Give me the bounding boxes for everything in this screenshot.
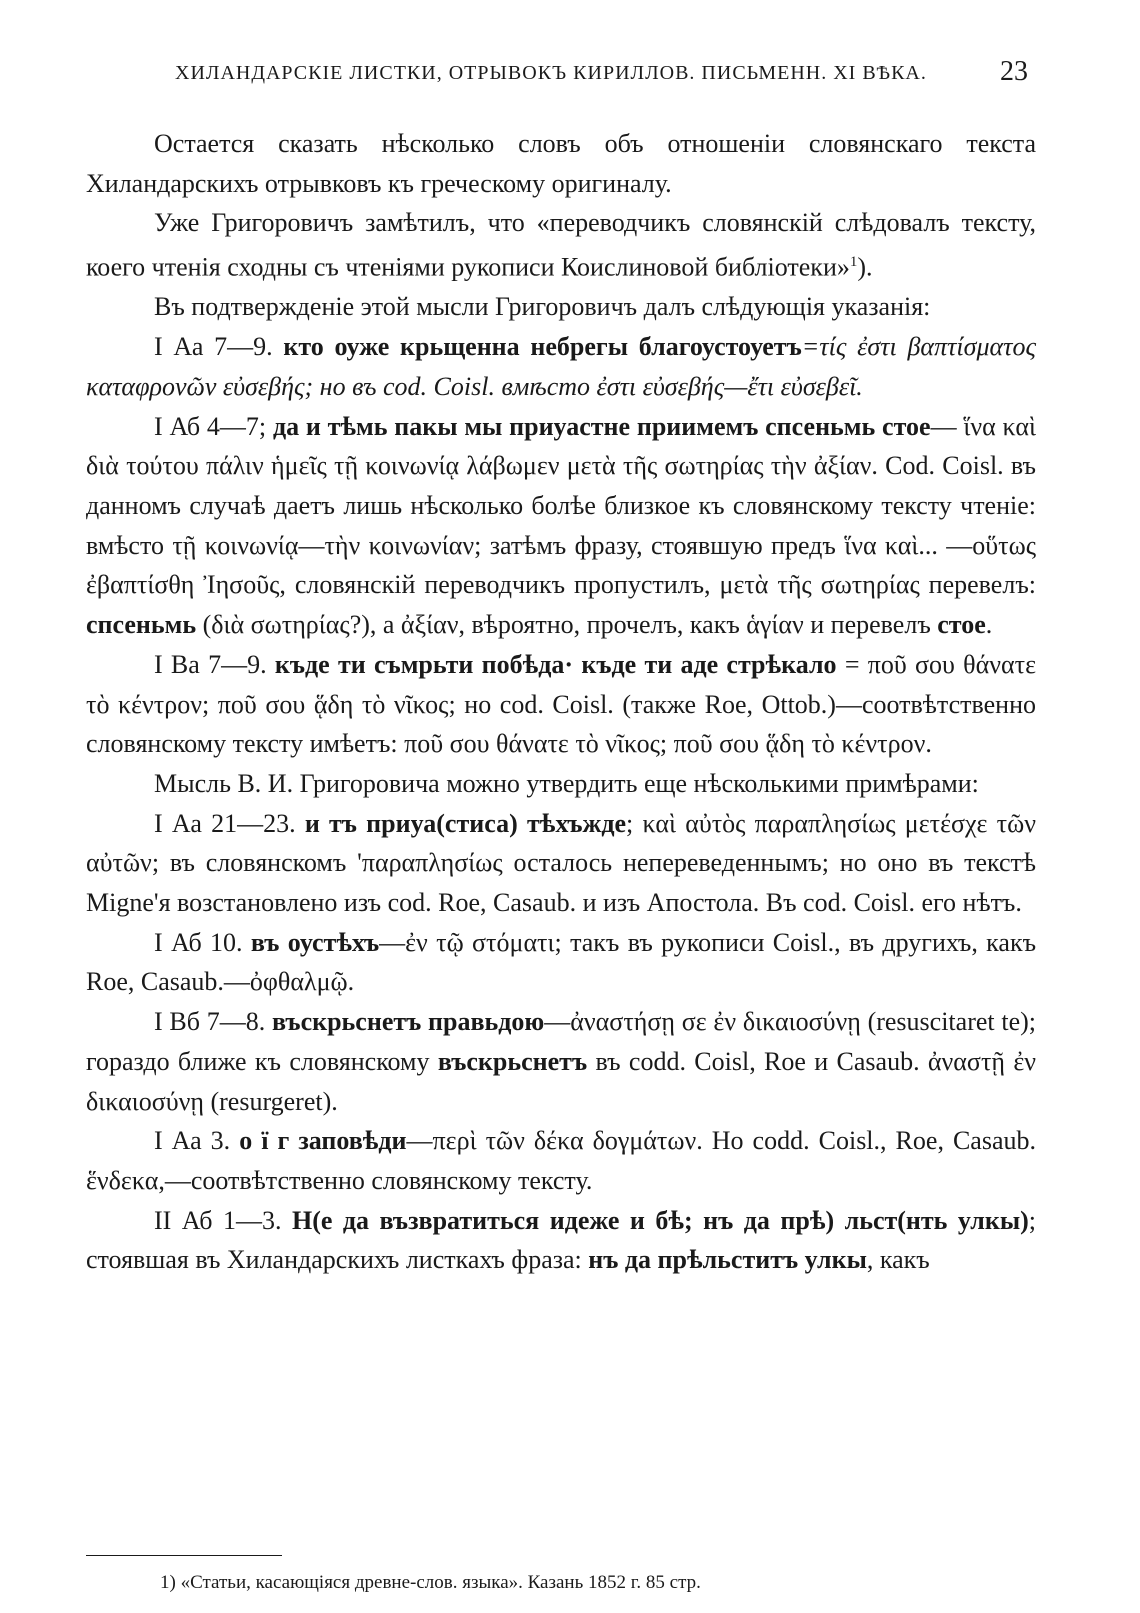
paragraph — [86, 764, 1036, 804]
body-text — [86, 124, 1036, 1280]
commentary: ; καὶ αὐτὸς παραπλησίως μετέσχε τῶν αὐτῶν; въ словянскомъ 'παραπλησίως осталось непереведеннымъ; но оно въ текстѣ Migne'я возстановлено изъ cod. Roe, Casaub. и изъ Апостола. Въ cod. Coisl. его нѣтъ. — [86, 808, 1037, 918]
commentary: ; стоявшая въ Хиландарскихъ листкахъ фраза: — [86, 1205, 1037, 1275]
commentary: , какъ — [866, 1245, 930, 1275]
paragraph-text: Мысль В. И. Григоровича можно утвердить еще нѣсколькими примѣрами: — [154, 768, 979, 798]
slavonic-quote: Н(е да възвратиться идеже и бѣ; нъ да прѣ) льст(нть улкы) — [291, 1205, 1029, 1235]
footnote-marker: 1 — [849, 254, 858, 271]
paragraph — [86, 124, 1036, 203]
footnote: 1) «Статьи, касающіяся древне-слов. языка». Казань 1852 г. 85 стр. — [160, 1572, 701, 1593]
slavonic-quote: въскрьснетъ — [437, 1046, 588, 1076]
greek-commentary: =τίς ἐστι βαπτίσματος καταφρονῶν εὐσεβής; но въ cod. Coisl. вмѣсто ἐστι εὐσεβής—ἔτι εὐσεβεῖ. — [86, 332, 1036, 401]
reference: I Аа 3. — [154, 1126, 231, 1156]
slavonic-quote: стое — [937, 610, 986, 640]
commentary: = ποῦ σου θάνατε τὸ κέντρον; ποῦ σου ᾅδη τὸ νῖκος; но cod. Coisl. (также Roe, Ottob.)—соотвѣтственно словянскому тексту имѣетъ: ποῦ σου θάνατε τὸ νῖκος; ποῦ σου ᾅδη τὸ κέντρον. — [86, 649, 1037, 759]
example-8 — [86, 1201, 1036, 1280]
commentary: —περὶ τῶν δέκα δογμάτων. Но codd. Coisl., Roe, Casaub. ἕνδεκα,—соотвѣтственно словянскому тексту. — [86, 1126, 1037, 1195]
paragraph — [86, 287, 1036, 327]
example-6 — [86, 1002, 1036, 1121]
reference: I Аа 21—23. — [154, 808, 296, 838]
running-title: ХИЛАНДАРСКІЕ ЛИСТКИ, ОТРЫВОКЪ КИРИЛЛОВ. ПИСЬМЕНН. XI ВѢКА. — [175, 62, 927, 84]
paragraph — [86, 203, 1036, 287]
page-number: 23 — [1000, 56, 1028, 87]
example-3 — [86, 645, 1036, 764]
slavonic-quote: кто оуже крьщенна небрегы благоустоуетъ — [283, 332, 802, 362]
reference: I Аа 7—9. — [154, 332, 273, 362]
example-7 — [86, 1121, 1036, 1200]
example-4 — [86, 804, 1036, 923]
footnote-divider — [86, 1555, 282, 1556]
example-2 — [86, 407, 1036, 645]
paragraph-text: Уже Григоровичъ замѣтилъ, что «переводчикъ словянскій слѣдовалъ тексту, коего чтенія сходны съ чтеніями рукописи Коислиновой библіотеки» — [86, 208, 1036, 282]
reference: II Аб 1—3. — [154, 1205, 282, 1235]
slavonic-quote: да и тѣмь пакы мы приуастне приимемъ спсеньмь стое — [272, 411, 931, 441]
commentary: —ἀναστήσῃ σε ἐν δικαιοσύνῃ (resuscitaret te); гораздо ближе къ словянскому — [86, 1007, 1037, 1076]
slavonic-quote: въ оустѣхъ — [250, 927, 380, 957]
commentary: въ codd. Coisl, Roe и Casaub. ἀναστῇ ἐν δικαιοσύνῃ (resurgeret). — [86, 1046, 1037, 1116]
example-1 — [86, 327, 1036, 406]
reference: I Ва 7—9. — [154, 649, 267, 679]
paragraph-text: Въ подтвержденіе этой мысли Григоровичъ далъ слѣдующія указанія: — [154, 292, 931, 322]
slavonic-quote: къде ти съмрьти побѣда· къде ти аде стрѣкало — [274, 649, 837, 679]
reference: I Вб 7—8. — [154, 1007, 266, 1037]
slavonic-quote: въскрьснетъ правьдою — [272, 1007, 545, 1037]
commentary: —ἐν τῷ στόματι; такъ въ рукописи Coisl., въ другихъ, какъ Roe, Casaub.—ὀφθαλμῷ. — [86, 927, 1037, 997]
reference: I Аб 4—7; — [154, 411, 267, 441]
paragraph-text: Остается сказать нѣсколько словъ объ отношеніи словянскаго текста Хиландарскихъ отрывковъ къ греческому оригиналу. — [86, 129, 1036, 198]
commentary: — ἵνα καὶ διὰ τούτου πάλιν ἡμεῖς τῇ κοινωνίᾳ λάβωμεν μετὰ τῆς σωτηρίας τὴν ἀξίαν. Cod. Coisl. въ данномъ случаѣ даетъ лишь нѣсколько болѣе близкое къ словянскому тексту чтеніе: вмѣсто τῇ κοινωνίᾳ—τὴν κοινωνίαν; затѣмъ фразу, стоявшую предъ ἵνα καὶ... —οὕτως ἐβαπτίσθη Ἰησοῦς, словянскій переводчикъ пропустилъ, μετὰ τῆς σωτηρίας перевелъ: — [86, 411, 1037, 600]
slavonic-quote: и тъ приуа(стиса) тѣхъжде — [304, 808, 627, 838]
slavonic-quote: нъ да прѣльститъ улкы — [588, 1245, 867, 1275]
slavonic-quote: о ї г заповѣди — [239, 1126, 407, 1156]
reference: I Аб 10. — [154, 927, 243, 957]
commentary: (διὰ σωτηρίας?), а ἀξίαν, вѣроятно, прочелъ, какъ ἁγίαν и перевелъ — [202, 610, 931, 640]
paragraph-text: ). — [857, 252, 873, 282]
example-5 — [86, 923, 1036, 1002]
slavonic-quote: спсеньмь — [86, 610, 197, 640]
commentary: . — [985, 610, 993, 640]
